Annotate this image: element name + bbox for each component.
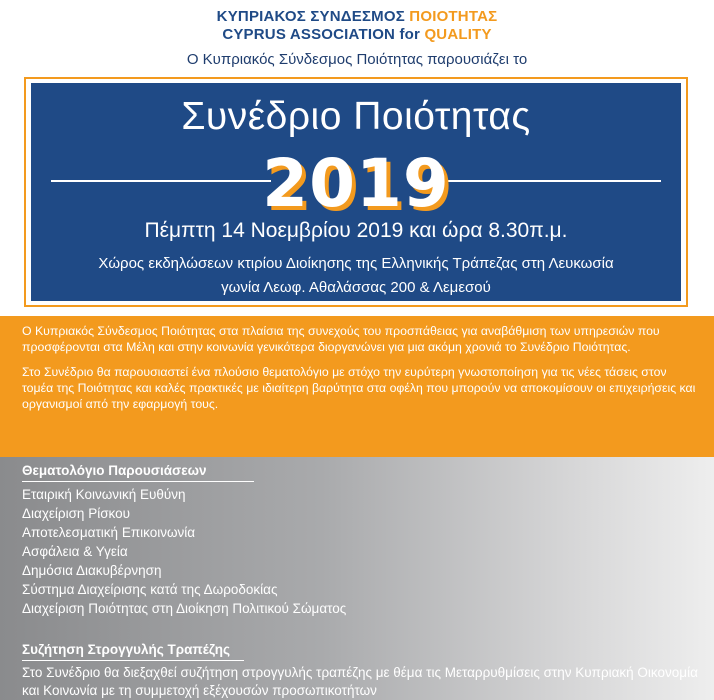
conference-banner <box>31 83 681 301</box>
round-table-heading-underline <box>22 660 244 661</box>
org-name-greek <box>0 8 714 25</box>
org-name-english-part2: QUALITY <box>424 26 492 43</box>
topics-list <box>22 485 346 618</box>
intro-paragraph-1: Ο Κυπριακός Σύνδεσμος Ποιότητας στα πλαίσια της συνεχούς του προσπάθειας για αναβάθμιση των υπηρεσιών που προσφέρονται στα Μέλη και στην κοινωνία γενικότερα διοργανώνει για μια ακόμη χρονιά το Συνέδριο Ποιότητας. <box>22 324 660 354</box>
conference-title: Συνέδριο Ποιότητας <box>181 95 531 138</box>
round-table-heading: Συζήτηση Στρογγυλής Τραπέζης <box>22 642 230 657</box>
org-name-english <box>0 26 714 43</box>
conference-date: Πέμπτη 14 Νοεμβρίου 2019 και ώρα 8.30π.μ. <box>144 219 568 242</box>
topic-item: Αποτελεσματική Επικοινωνία <box>22 525 196 540</box>
topic-item: Δημόσια Διακυβέρνηση <box>22 563 162 578</box>
intro-paragraph-2: Στο Συνέδριο θα παρουσιαστεί ένα πλούσιο θεματολόγιο με στόχο την ευρύτερη γνωστοποίηση για τις νέες τάσεις στον τομέα της Ποιότητας και καλές πρακτικές με ιδιαίτερη βαρύτητα στα οφέλη που μπορούν να αποκομίσουν οι επιχειρήσεις και οργανισμοί από την εφαρμογή τους. <box>22 365 696 411</box>
agenda-section <box>0 457 714 700</box>
venue-line-1: Χώρος εκδηλώσεων κτιρίου Διοίκησης της Ελληνικής Τράπεζας στη Λευκωσία <box>98 255 614 272</box>
presents-line: Ο Κυπριακός Σύνδεσμος Ποιότητας παρουσιάζει το <box>186 51 528 68</box>
topics-heading: Θεματολόγιο Παρουσιάσεων <box>22 463 207 478</box>
round-table-text: Στο Συνέδριο θα διεξαχθεί συζήτηση στρογγυλής τραπέζης με θέμα τις Μεταρρυθμίσεις στην Κυπριακή Οικονομία και Κοινωνία με τη συμμετοχή εξέχουσών προσωπικοτήτων <box>22 665 698 698</box>
venue-line-2: γωνία Λεωφ. Αθαλάσσας 200 & Λεμεσού <box>221 279 491 296</box>
topic-item: Διαχείριση Ποιότητας στη Διοίκηση Πολιτικού Σώματος <box>22 601 347 616</box>
topics-heading-underline <box>22 481 254 482</box>
org-name-greek-part2: ΠΟΙΟΤΗΤΑΣ <box>409 8 498 25</box>
org-name-english-part1: CYPRUS ASSOCIATION for <box>222 26 421 43</box>
intro-section <box>0 316 714 457</box>
org-name-greek-part1: ΚΥΠΡΙΑΚΟΣ ΣΥΝΔΕΣΜΟΣ <box>216 8 405 25</box>
topic-item: Σύστημα Διαχείρισης κατά της Δωροδοκίας <box>22 582 278 597</box>
topic-item: Εταιρική Κοινωνική Ευθύνη <box>22 487 186 502</box>
topic-item: Ασφάλεια & Υγεία <box>22 544 128 559</box>
topic-item: Διαχείριση Ρίσκου <box>22 506 131 521</box>
conference-year: 2019 <box>262 145 450 222</box>
